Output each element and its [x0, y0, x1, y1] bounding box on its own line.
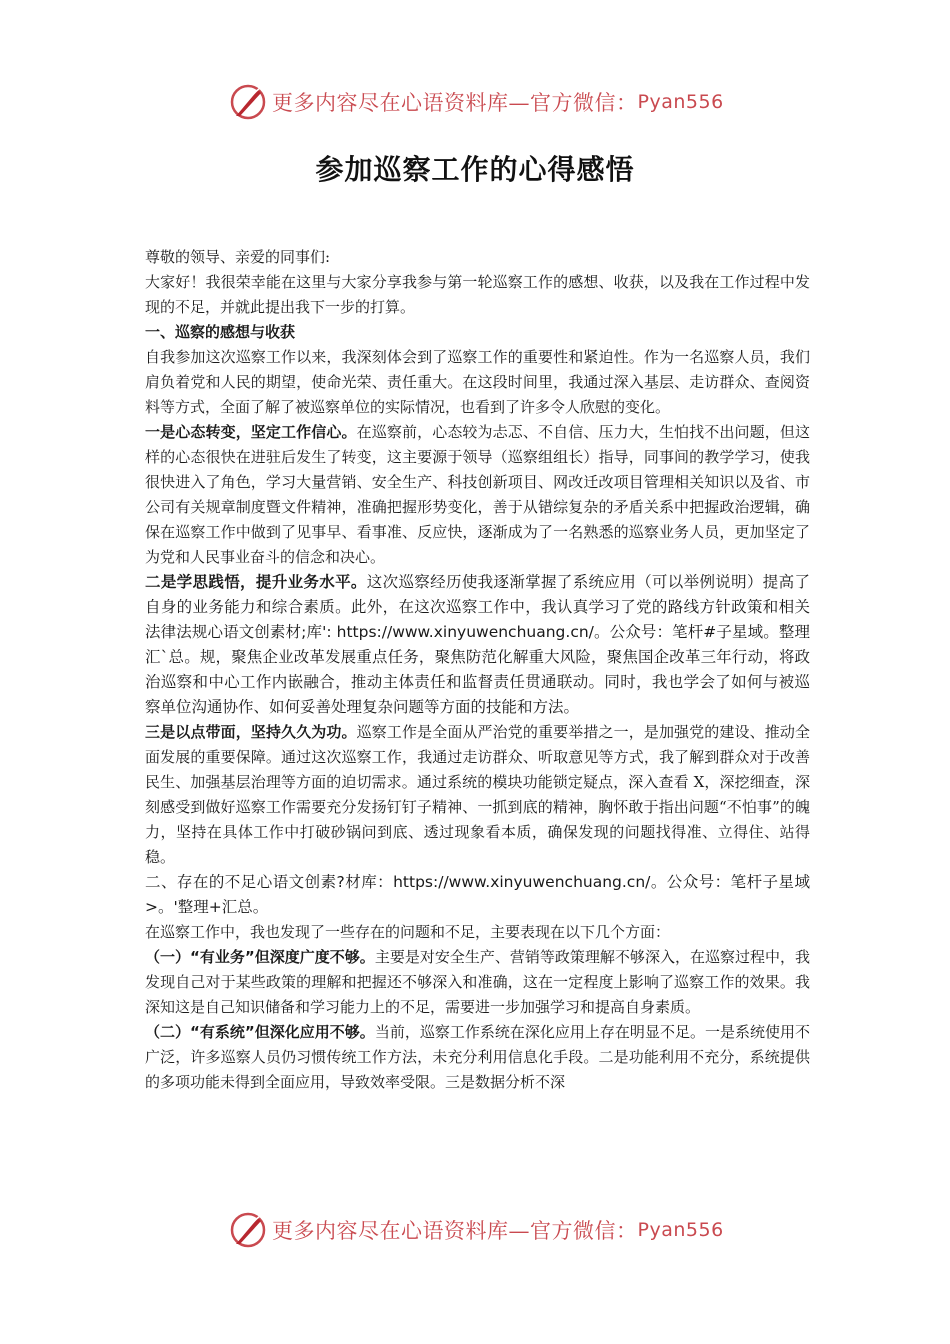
quill-logo-icon [228, 1210, 268, 1250]
footer-banner [228, 1210, 748, 1250]
point1-lead: 一是心态转变，坚定工作信心。 [145, 423, 357, 441]
section2-intro: 在巡察工作中，我也发现了一些存在的问题和不足，主要表现在以下几个方面： [145, 923, 671, 941]
item2-lead: （二）“有系统”但深化应用不够。 [145, 1023, 375, 1041]
point2-lead: 二是学思践悟，提升业务水平。 [145, 573, 367, 591]
point3-paragraph [145, 720, 810, 870]
point1-body: 在巡察前，心态较为忐忑、不自信、压力大，生怕找不出问题，但这样的心态很快在进驻后发生了转变，这主要源于领导（巡察组组长）指导，同事间的教学学习，使我很快进入了角色，学习大量营销、安全生产、科技创新项目、网改迁改项目管理相关知识以及省、市公司有关规章制度暨文件精神，准确把握形势变化，善于从错综复杂的矛盾关系中把握政治逻辑，确保在巡察工作中做到了见事早、看事准、反应快，逐渐成为了一名熟悉的巡察业务人员，更加坚定了为党和人民事业奋斗的信念和决心。 [145, 423, 810, 566]
item1-lead: （一）“有业务”但深度广度不够。 [145, 948, 375, 966]
point3-lead: 三是以点带面，坚持久久为功。 [145, 723, 357, 741]
item2-body: 当前，巡察工作系统在深化应用上存在明显不足。一是系统使用不广泛，许多巡察人员仍习惯传统工作方法，未充分利用信息化手段。二是功能利用不充分，系统提供的多项功能未得到全面应用，导致效率受限。三是数据分析不深 [145, 1023, 811, 1091]
banner-text: 更多内容尽在心语资料库—官方微信： [272, 91, 638, 115]
section1-paragraph: 自我参加这次巡察工作以来，我深刻体会到了巡察工作的重要性和紧迫性。作为一名巡察人员，我们肩负着党和人民的期望，使命光荣、责任重大。在这段时间里，我通过深入基层、走访群众、查阅资料等方式，全面了解了被巡察单位的实际情况，也看到了许多令人欣慰的变化。 [145, 348, 810, 416]
point2-body: 这次巡察经历使我逐渐掌握了系统应用（可以举例说明）提高了自身的业务能力和综合素质。此外，在这次巡察工作中，我认真学习了党的路线方针政策和相关法律法规心语文创素材;库': https://www.xinyuwenchuang.cn/。公众号：笔杆#子星域。整理汇`总。规，聚焦企业改革发展重点任务，聚焦防范化解重大风险，聚焦国企改革三年行动，将政治巡察和中心工作内嵌融合，推动主体责任和监督责任贯通联动。同时，我也学会了如何与被巡察单位沟通协作、如何妥善处理复杂问题等方面的技能和方法。 [145, 573, 810, 716]
banner-wechat-id: Pyan556 [637, 1219, 724, 1241]
item1-body: 主要是对安全生产、营销等政策理解不够深入，在巡察过程中，我发现自己对于某些政策的理解和把握还不够深入和准确，这在一定程度上影响了巡察工作的效果。我深知这是自己知识储备和学习能力上的不足，需要进一步加强学习和提高自身素质。 [145, 948, 811, 1016]
section-heading: 一、巡察的感想与收获 [145, 323, 296, 341]
banner-wechat-id: Pyan556 [637, 91, 724, 113]
greeting: 尊敬的领导、亲爱的同事们: [145, 248, 331, 266]
header-banner [228, 82, 748, 122]
banner-text: 更多内容尽在心语资料库—官方微信： [272, 1219, 638, 1243]
section-heading: 二、存在的不足心语文创素?材库：https://www.xinyuwenchuang.cn/。公众号：笔杆子星域>。'整理+汇总。 [145, 873, 810, 916]
point1-paragraph [145, 420, 810, 570]
quill-logo-icon [228, 82, 268, 122]
document-body [145, 245, 810, 1095]
point3-body: 巡察工作是全面从严治党的重要举措之一，是加强党的建设、推动全面发展的重要保障。通过这次巡察工作，我通过走访群众、听取意见等方式，我了解到群众对于改善民生、加强基层治理等方面的迫切需求。通过系统的模块功能锁定疑点，深入查看 X，深挖细查，深刻感受到做好巡察工作需要充分发扬钉钉子精神、一抓到底的精神，胸怀敢于指出问题“不怕事”的魄力，坚持在具体工作中打破砂锅问到底、透过现象看本质，确保发现的问题找得准、立得住、站得稳。 [145, 723, 810, 866]
point2-paragraph [145, 570, 810, 720]
item2-paragraph [145, 1020, 810, 1095]
intro-paragraph: 大家好！我很荣幸能在这里与大家分享我参与第一轮巡察工作的感想、收获，以及我在工作过程中发现的不足，并就此提出我下一步的打算。 [145, 273, 810, 316]
item1-paragraph [145, 945, 810, 1020]
document-title: 参加巡察工作的心得感悟 [315, 153, 635, 186]
